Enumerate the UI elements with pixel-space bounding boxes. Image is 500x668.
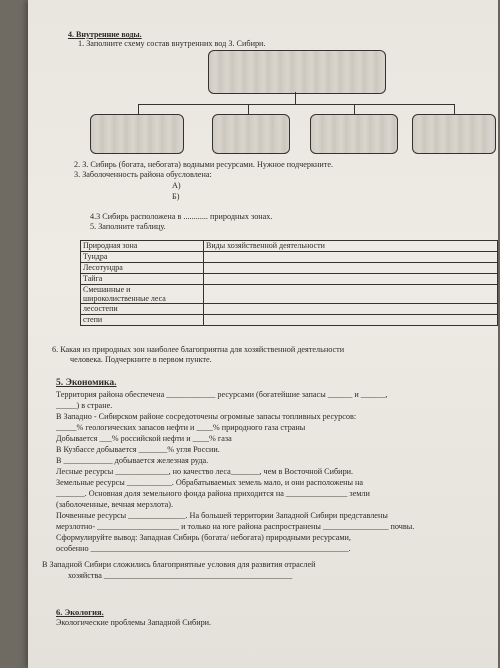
task-3-answer-b: Б): [172, 192, 180, 201]
zone-cell: степи: [81, 315, 204, 326]
zone-cell-line-2: широколиственные леса: [83, 294, 166, 303]
activity-cell[interactable]: [204, 315, 498, 326]
scheme-bottom-box-4[interactable]: [412, 114, 496, 154]
econ-line: Территория района обеспечена ____________ ресурсами (богатейшие запасы ______ и ______,: [56, 390, 388, 399]
zone-cell: Тундра: [81, 252, 204, 263]
scheme-branch-line-2: [248, 104, 249, 114]
activity-cell[interactable]: [204, 285, 498, 304]
task-4-3-text: 4.3 Сибирь расположена в ............ природных зонах.: [90, 212, 273, 221]
table-row: [81, 304, 498, 315]
task-6-line-1: 6. Какая из природных зон наиболее благоприятна для хозяйственной деятельности: [52, 345, 345, 354]
table-header-zone: Природная зона: [81, 241, 204, 252]
econ-line: мерзлотно- ____________________ и только на юге района распространены ________________ почвы.: [56, 522, 415, 531]
econ-line: Сформулируйте вывод: Западная Сибирь (богата/ небогата) природными ресурсами,: [56, 533, 351, 542]
table-row: [81, 315, 498, 326]
task-5-text: 5. Заполните таблицу.: [90, 222, 166, 231]
econ-line: особенно _______________________________________________________________.: [56, 544, 351, 553]
ecology-task-text: Экологические проблемы Западной Сибири.: [56, 618, 212, 627]
conditions-line-1: В Западной Сибири сложились благоприятные условия для развития отраслей: [42, 560, 316, 569]
econ-line: _______. Основная доля земельного фонда района приходится на _______________ земли: [56, 489, 370, 498]
section-5-heading: 5. Экономика.: [56, 378, 117, 388]
table-row: [81, 274, 498, 285]
scheme-bottom-box-1[interactable]: [90, 114, 184, 154]
table-row: [81, 285, 498, 304]
econ-line: В Кузбассе добывается _______% угля России.: [56, 445, 220, 454]
econ-line: В Западно - Сибирском районе сосредоточены огромные запасы топливных ресурсов:: [56, 412, 357, 421]
worksheet-page: [28, 0, 498, 668]
table-header-activity: Виды хозяйственной деятельности: [204, 241, 498, 252]
task-1-text: 1. Заполните схему состав внутренних вод З. Сибири.: [78, 39, 266, 48]
scheme-bottom-box-3[interactable]: [310, 114, 398, 154]
econ-line: _____) в стране.: [56, 401, 113, 410]
econ-line: Почвенные ресурсы ______________. На большей территории Западной Сибири представлены: [56, 511, 388, 520]
zone-cell: [81, 285, 204, 304]
section-6-heading: 6. Экология.: [56, 607, 104, 617]
natural-zones-table: [80, 240, 498, 326]
scheme-top-box[interactable]: [208, 50, 386, 94]
zone-cell: Лесотундра: [81, 263, 204, 274]
conditions-line-2: хозяйства ______________________________________________: [68, 571, 293, 580]
scheme-bottom-box-2[interactable]: [212, 114, 290, 154]
activity-cell[interactable]: [204, 252, 498, 263]
scheme-branch-line-1: [138, 104, 139, 114]
zone-cell-line-1: Смешанные и: [83, 285, 131, 294]
econ-line: Земельные ресурсы ___________. Обрабатываемых земель мало, и они расположены на: [56, 478, 364, 487]
scheme-horizontal-line: [138, 104, 454, 105]
table-row: [81, 252, 498, 263]
section-4-heading: 4. Внутренние воды.: [68, 30, 142, 39]
scheme-branch-line-4: [454, 104, 455, 114]
econ-line: _____% геологических запасов нефти и ____% природного газа страны: [56, 423, 306, 432]
econ-line: (заболоченные, вечная мерзлота).: [56, 500, 174, 509]
task-6-line-2: человека. Подчеркните в первом пункте.: [70, 355, 212, 364]
econ-line: Лесные ресурсы _____________, но качество леса_______, чем в Восточной Сибири.: [56, 467, 354, 476]
scheme-branch-line-3: [354, 104, 355, 114]
zone-cell: лесостепи: [81, 304, 204, 315]
task-2-text: 2. З. Сибирь (богата, небогата) водными ресурсами. Нужное подчеркните.: [74, 160, 334, 169]
table-header-row: [81, 241, 498, 252]
econ-line: Добывается ___% российской нефти и ____% газа: [56, 434, 232, 443]
activity-cell[interactable]: [204, 263, 498, 274]
econ-line: В ____________ добывается железная руда.: [56, 456, 209, 465]
table-row: [81, 263, 498, 274]
scheme-stem-line: [295, 92, 296, 104]
task-3-answer-a: А): [172, 181, 181, 190]
zone-cell: Тайга: [81, 274, 204, 285]
activity-cell[interactable]: [204, 304, 498, 315]
activity-cell[interactable]: [204, 274, 498, 285]
task-3-text: 3. Заболоченность района обусловлена:: [74, 170, 212, 179]
